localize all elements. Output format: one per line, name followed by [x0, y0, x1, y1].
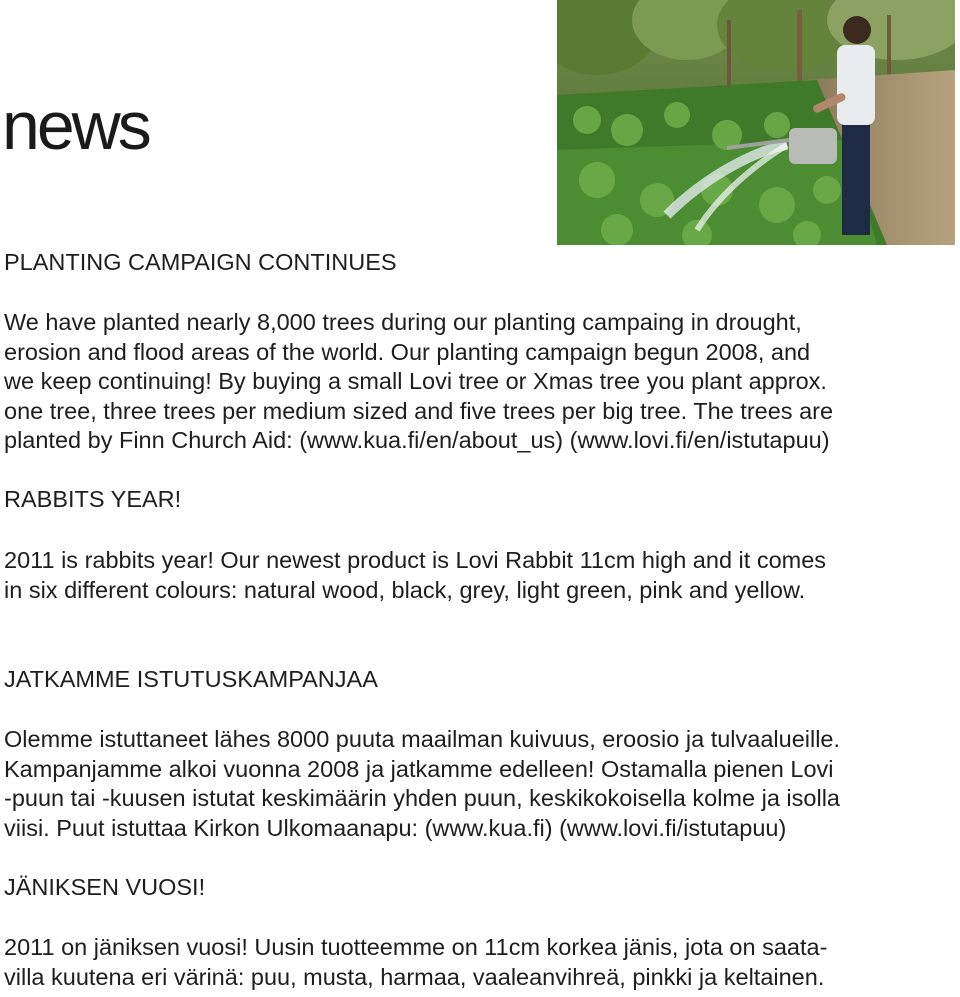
paragraph-line: erosion and flood areas of the world. Our planting campaign begun 2008, and	[4, 338, 811, 365]
paragraph-line: viisi. Puut istuttaa Kirkon Ulkomaanapu: (www.kua.fi) (www.lovi.fi/istutapuu)	[4, 814, 787, 841]
garden-watering-photo	[557, 0, 955, 245]
paragraph-line: planted by Finn Church Aid: (www.kua.fi/en/about_us) (www.lovi.fi/en/istutapuu)	[4, 427, 830, 453]
paragraph-line: 2011 on jäniksen vuosi! Uusin tuotteemme on 11cm korkea jänis, jota on saata-	[4, 934, 828, 960]
paragraph-line: villa kuutena eri värinä: puu, musta, harmaa, vaaleanvihreä, pinkki ja keltainen.	[4, 963, 825, 990]
section-heading: JATKAMME ISTUTUSKAMPANJAA	[4, 666, 378, 692]
paragraph-line: one tree, three trees per medium sized and five trees per big tree. The trees are	[4, 397, 834, 424]
paragraph-line: -puun tai -kuusen istutat keskimäärin yhden puun, keskikokoisella kolme ja isolla	[4, 785, 840, 811]
paragraph-line: 2011 is rabbits year! Our newest product is Lovi Rabbit 11cm high and it comes	[4, 547, 827, 573]
section-heading: RABBITS YEAR!	[4, 486, 182, 512]
paragraph-line: Kampanjamme alkoi vuonna 2008 ja jatkamme edelleen! Ostamalla pienen Lovi	[4, 755, 834, 782]
paragraph-line: in six different colours: natural wood, black, grey, light green, pink and yellow.	[4, 576, 806, 603]
page-title: news	[2, 88, 149, 164]
section-paragraph	[4, 933, 827, 992]
section-heading: PLANTING CAMPAIGN CONTINUES	[4, 249, 397, 275]
paragraph-line: We have planted nearly 8,000 trees during our planting campaing in drought,	[4, 309, 802, 335]
section-heading: JÄNIKSEN VUOSI!	[4, 874, 206, 900]
paragraph-line: we keep continuing! By buying a small Lovi tree or Xmas tree you plant approx.	[4, 368, 827, 394]
section-paragraph	[4, 308, 833, 456]
section-paragraph	[4, 546, 826, 605]
section-paragraph	[4, 725, 840, 843]
paragraph-line: Olemme istuttaneet lähes 8000 puuta maailman kuivuus, eroosio ja tulvaalueille.	[4, 726, 841, 752]
